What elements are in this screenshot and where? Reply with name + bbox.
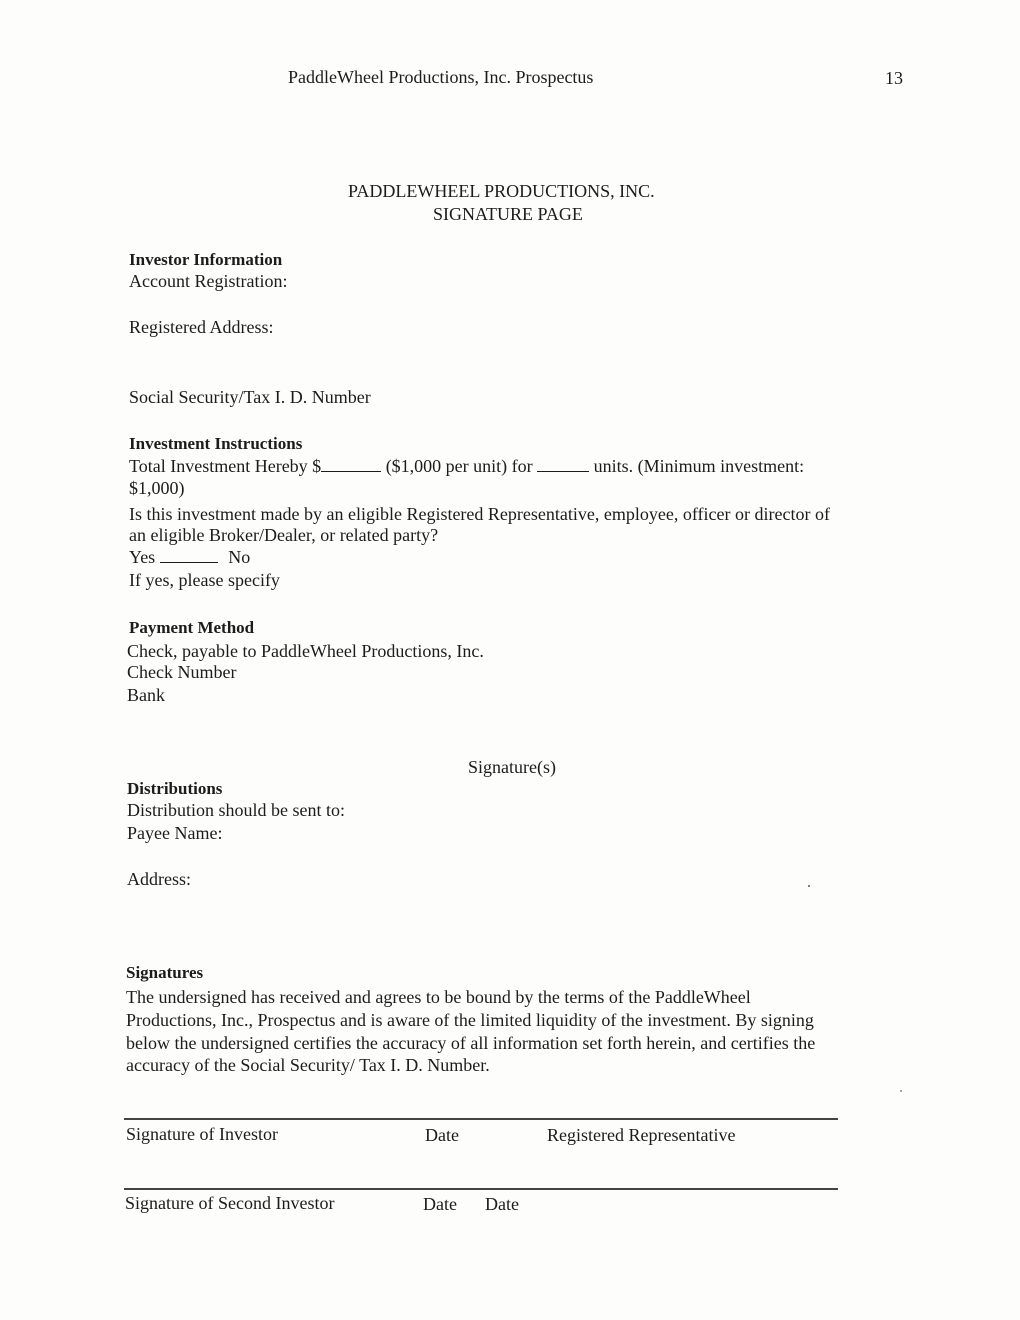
total-investment-prefix: Total Investment Hereby $ — [129, 456, 322, 476]
registered-representative-label: Registered Representative — [547, 1125, 736, 1145]
no-label: No — [228, 547, 251, 567]
second-investor-signature-label: Signature of Second Investor — [125, 1193, 335, 1213]
yes-label: Yes — [129, 547, 156, 567]
investment-amount-blank[interactable] — [321, 456, 381, 472]
specify-label: If yes, please specify — [129, 570, 280, 590]
signatures-text-line3: below the undersigned certifies the accuracy of all information set forth herein, and certifies the — [126, 1033, 816, 1053]
payee-name-label: Payee Name: — [127, 823, 223, 843]
signatures-caption: Signature(s) — [468, 757, 556, 777]
bank-label: Bank — [127, 685, 165, 705]
signatures-heading: Signatures — [126, 963, 204, 982]
yes-blank[interactable] — [160, 547, 218, 563]
investor-signature-label: Signature of Investor — [126, 1124, 278, 1144]
per-unit-text: ($1,000 per unit) for — [385, 456, 533, 476]
scan-speck — [900, 1090, 902, 1092]
page-subtitle: SIGNATURE PAGE — [433, 204, 583, 224]
units-suffix: units. (Minimum investment: — [593, 456, 805, 476]
company-title: PADDLEWHEEL PRODUCTIONS, INC. — [348, 181, 655, 201]
payment-method-heading: Payment Method — [129, 618, 255, 637]
investor-signature-line[interactable] — [124, 1118, 838, 1120]
second-investor-date-label: Date — [423, 1194, 457, 1214]
yes-no-line — [129, 546, 250, 569]
scan-speck — [808, 885, 810, 887]
total-investment-line — [129, 455, 804, 478]
distributions-heading: Distributions — [127, 779, 223, 798]
investment-instructions-heading: Investment Instructions — [129, 434, 303, 453]
investor-information-heading: Investor Information — [129, 250, 283, 269]
minimum-investment-value: $1,000) — [129, 478, 185, 498]
distribution-address-label: Address: — [127, 869, 191, 889]
eligibility-question-line2: an eligible Broker/Dealer, or related party? — [129, 525, 439, 545]
signatures-text-line2: Productions, Inc., Prospectus and is aware of the limited liquidity of the investment. By signing — [126, 1010, 814, 1030]
representative-date-label: Date — [485, 1194, 519, 1214]
units-blank[interactable] — [537, 456, 589, 472]
check-payable-text: Check, payable to PaddleWheel Productions, Inc. — [127, 641, 484, 661]
signatures-text-line1: The undersigned has received and agrees to be bound by the terms of the PaddleWheel — [126, 987, 751, 1007]
ssn-label: Social Security/Tax I. D. Number — [129, 387, 371, 407]
page-number: 13 — [885, 68, 903, 88]
running-title: PaddleWheel Productions, Inc. Prospectus — [288, 67, 594, 87]
registered-address-label: Registered Address: — [129, 317, 274, 337]
distribution-sent-to-label: Distribution should be sent to: — [127, 800, 345, 820]
investor-date-label: Date — [425, 1125, 459, 1145]
second-investor-signature-line[interactable] — [124, 1188, 838, 1190]
account-registration-label: Account Registration: — [129, 271, 288, 291]
check-number-label: Check Number — [127, 662, 237, 682]
signatures-text-line4: accuracy of the Social Security/ Tax I. D. Number. — [126, 1055, 490, 1075]
eligibility-question-line1: Is this investment made by an eligible Registered Representative, employee, officer or director of — [129, 504, 830, 524]
